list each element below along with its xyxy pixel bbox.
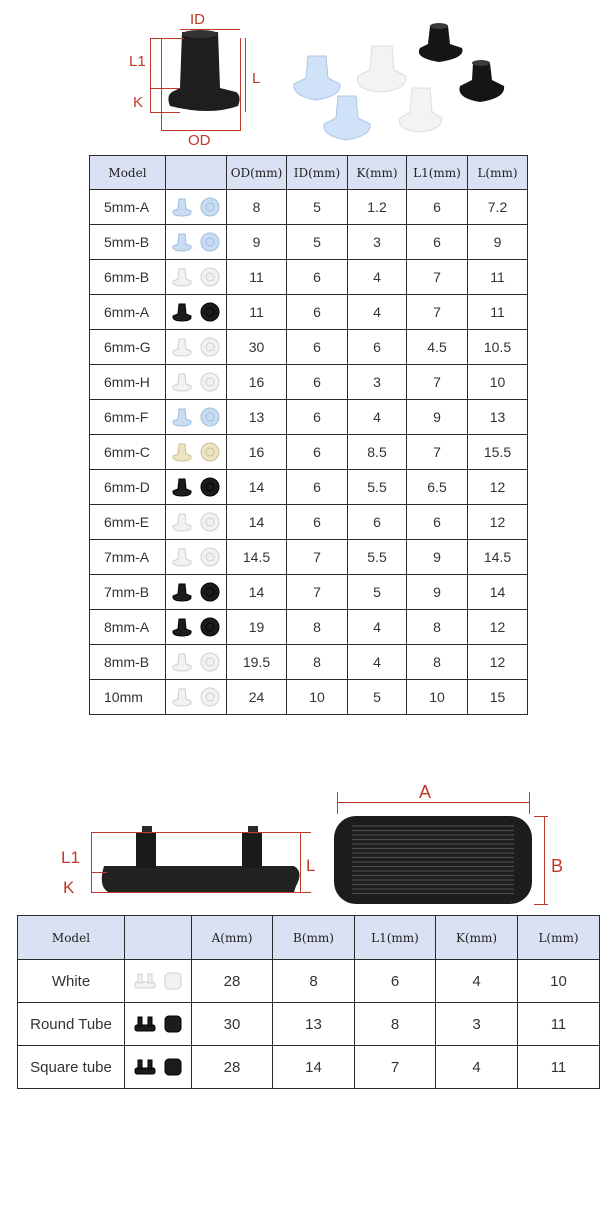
header-a: A(mm) [192,916,273,960]
cell-id: 6 [287,400,348,435]
tube-dimension-label-k: K [63,878,75,897]
cell-k: 3 [348,225,407,260]
header-id: ID(mm) [287,156,348,190]
cell-image [166,645,227,680]
header-b: B(mm) [273,916,355,960]
bumper-top-icon [199,686,221,708]
cell-l: 10 [468,365,528,400]
table-row [90,225,528,260]
table-header-row [90,156,528,190]
table-row [90,680,528,715]
cell-l1: 7 [407,295,468,330]
cell-k: 4 [348,260,407,295]
tube-dimension-label-a: A [419,782,432,802]
cell-l1: 4.5 [407,330,468,365]
bumper-top-icon [199,196,221,218]
cell-l: 9 [468,225,528,260]
cell-k: 6 [348,505,407,540]
cell-l: 11 [518,1046,600,1089]
cell-l1: 7 [407,260,468,295]
cell-l: 13 [468,400,528,435]
header-od: OD(mm) [227,156,287,190]
bumper-top-icon [199,511,221,533]
bumper-top-icon [199,266,221,288]
bumper-side-icon [171,651,193,673]
cell-l: 11 [468,260,528,295]
cell-od: 13 [227,400,287,435]
bumper-side-icon [171,301,193,323]
cell-model: 10mm [90,680,166,715]
cell-od: 8 [227,190,287,225]
cell-image [166,190,227,225]
cell-k: 3 [348,365,407,400]
cell-od: 14 [227,505,287,540]
cell-id: 6 [287,365,348,400]
cell-l1: 6 [407,505,468,540]
bumper-side-icon [171,231,193,253]
table-row [90,610,528,645]
cell-l1: 8 [407,610,468,645]
tube-plug-top-icon [163,1056,183,1078]
cell-l1: 6 [355,960,436,1003]
bumper-side-icon [171,371,193,393]
table-row [18,1003,600,1046]
table-header-row [18,916,600,960]
header-model: Model [18,916,125,960]
cell-l1: 9 [407,575,468,610]
cell-image [166,365,227,400]
cell-k: 4 [348,610,407,645]
cell-model: 6mm-G [90,330,166,365]
dimension-label-id: ID [190,11,205,28]
tube-dimension-label-b: B [551,856,564,876]
cell-l: 12 [468,645,528,680]
cell-b: 13 [273,1003,355,1046]
cell-l: 14 [468,575,528,610]
bumper-profile-image [150,20,260,130]
cell-model: 6mm-E [90,505,166,540]
cell-od: 14.5 [227,540,287,575]
cell-id: 8 [287,645,348,680]
cell-k: 4 [348,295,407,330]
cell-model: 5mm-A [90,190,166,225]
bumper-side-icon [171,196,193,218]
cell-id: 6 [287,295,348,330]
tube-dimension-label-l1: L1 [61,848,80,867]
bumper-top-icon [199,546,221,568]
cell-k: 5.5 [348,540,407,575]
bumper-top-icon [199,476,221,498]
cell-id: 8 [287,610,348,645]
header-image [125,916,192,960]
cell-k: 4 [436,1046,518,1089]
cell-l1: 7 [407,365,468,400]
table-row [90,645,528,680]
cell-k: 4 [348,400,407,435]
bumper-side-icon [171,686,193,708]
cell-od: 19.5 [227,645,287,680]
cell-image [125,960,192,1003]
cell-l: 10.5 [468,330,528,365]
cell-image [166,435,227,470]
tube-dimension-label-l: L [306,856,316,875]
cell-model: 8mm-B [90,645,166,680]
cell-image [166,400,227,435]
cell-l: 10 [518,960,600,1003]
cell-l1: 8 [407,645,468,680]
header-k: K(mm) [436,916,518,960]
cell-l: 12 [468,505,528,540]
cell-image [125,1003,192,1046]
dimension-label-l1: L1 [129,53,146,70]
cell-l1: 7 [407,435,468,470]
cell-k: 6 [348,330,407,365]
cell-l: 15 [468,680,528,715]
dimension-label-k: K [133,94,144,111]
cell-k: 5 [348,575,407,610]
cell-id: 10 [287,680,348,715]
cell-image [166,225,227,260]
cell-model: White [18,960,125,1003]
cell-model: 7mm-B [90,575,166,610]
cell-l1: 7 [355,1046,436,1089]
cell-l1: 9 [407,400,468,435]
cell-model: 6mm-B [90,260,166,295]
header-l1: L1(mm) [355,916,436,960]
table-row [90,260,528,295]
cell-l: 11 [518,1003,600,1046]
cell-b: 8 [273,960,355,1003]
cell-od: 16 [227,365,287,400]
cell-k: 4 [348,645,407,680]
table-row [90,400,528,435]
table-row [90,330,528,365]
tube-plug-top-icon [163,970,183,992]
bumper-dimension-diagram [0,0,608,150]
bumper-top-icon [199,336,221,358]
cell-od: 11 [227,295,287,330]
bumper-top-icon [199,371,221,393]
header-image [166,156,227,190]
header-l: L(mm) [518,916,600,960]
header-model: Model [90,156,166,190]
table-row [90,575,528,610]
bumper-product-photo [280,8,510,146]
cell-od: 14 [227,575,287,610]
bumper-side-icon [171,616,193,638]
cell-k: 1.2 [348,190,407,225]
cell-od: 30 [227,330,287,365]
tube-plug-dimension-diagram [0,770,608,915]
tube-plug-top-view-image [330,810,538,910]
bumper-top-icon [199,581,221,603]
tube-plug-spec-table [17,915,600,1089]
cell-image [166,330,227,365]
table-row [18,960,600,1003]
cell-l1: 6 [407,190,468,225]
table-row [90,190,528,225]
cell-id: 6 [287,330,348,365]
bumper-top-icon [199,231,221,253]
bumper-top-icon [199,301,221,323]
cell-id: 5 [287,190,348,225]
cell-model: 5mm-B [90,225,166,260]
table-row [90,435,528,470]
cell-od: 24 [227,680,287,715]
cell-od: 14 [227,470,287,505]
cell-image [166,260,227,295]
cell-id: 7 [287,540,348,575]
cell-l: 7.2 [468,190,528,225]
tube-plug-side-icon [133,1056,157,1078]
cell-id: 6 [287,470,348,505]
cell-image [166,540,227,575]
cell-model: 7mm-A [90,540,166,575]
cell-model: Square tube [18,1046,125,1089]
bumper-side-icon [171,476,193,498]
cell-model: 6mm-C [90,435,166,470]
bumper-top-icon [199,441,221,463]
cell-model: Round Tube [18,1003,125,1046]
cell-b: 14 [273,1046,355,1089]
cell-k: 5.5 [348,470,407,505]
bumper-top-icon [199,651,221,673]
cell-model: 6mm-A [90,295,166,330]
cell-k: 3 [436,1003,518,1046]
cell-od: 11 [227,260,287,295]
cell-k: 8.5 [348,435,407,470]
cell-k: 5 [348,680,407,715]
bumper-side-icon [171,511,193,533]
tube-plug-side-icon [133,1013,157,1035]
cell-od: 19 [227,610,287,645]
dimension-label-od: OD [188,132,211,149]
cell-id: 6 [287,435,348,470]
cell-image [166,575,227,610]
cell-id: 6 [287,505,348,540]
bumper-top-icon [199,616,221,638]
cell-image [125,1046,192,1089]
bumper-side-icon [171,581,193,603]
table-row [90,365,528,400]
cell-model: 8mm-A [90,610,166,645]
cell-l: 12 [468,610,528,645]
cell-a: 28 [192,960,273,1003]
table-row [90,540,528,575]
cell-image [166,295,227,330]
header-l1: L1(mm) [407,156,468,190]
cell-od: 9 [227,225,287,260]
bumper-top-icon [199,406,221,428]
cell-image [166,610,227,645]
cell-model: 6mm-H [90,365,166,400]
cell-id: 6 [287,260,348,295]
cell-image [166,470,227,505]
cell-model: 6mm-D [90,470,166,505]
header-k: K(mm) [348,156,407,190]
cell-od: 16 [227,435,287,470]
cell-a: 28 [192,1046,273,1089]
cell-l1: 6.5 [407,470,468,505]
table-row [90,295,528,330]
cell-l1: 9 [407,540,468,575]
table-row [18,1046,600,1089]
cell-image [166,680,227,715]
table-row [90,470,528,505]
cell-image [166,505,227,540]
table-row [90,505,528,540]
bumper-side-icon [171,266,193,288]
bumper-side-icon [171,336,193,358]
cell-l1: 6 [407,225,468,260]
bumper-side-icon [171,441,193,463]
dimension-label-l: L [252,70,261,87]
tube-plug-top-icon [163,1013,183,1035]
cell-l: 11 [468,295,528,330]
cell-l1: 10 [407,680,468,715]
cell-l: 15.5 [468,435,528,470]
cell-k: 4 [436,960,518,1003]
bumper-side-icon [171,546,193,568]
cell-id: 7 [287,575,348,610]
cell-l1: 8 [355,1003,436,1046]
cell-id: 5 [287,225,348,260]
bumper-side-icon [171,406,193,428]
cell-l: 12 [468,470,528,505]
cell-a: 30 [192,1003,273,1046]
cell-l: 14.5 [468,540,528,575]
tube-plug-side-icon [133,970,157,992]
header-l: L(mm) [468,156,528,190]
cell-model: 6mm-F [90,400,166,435]
bumper-spec-table [89,155,528,715]
